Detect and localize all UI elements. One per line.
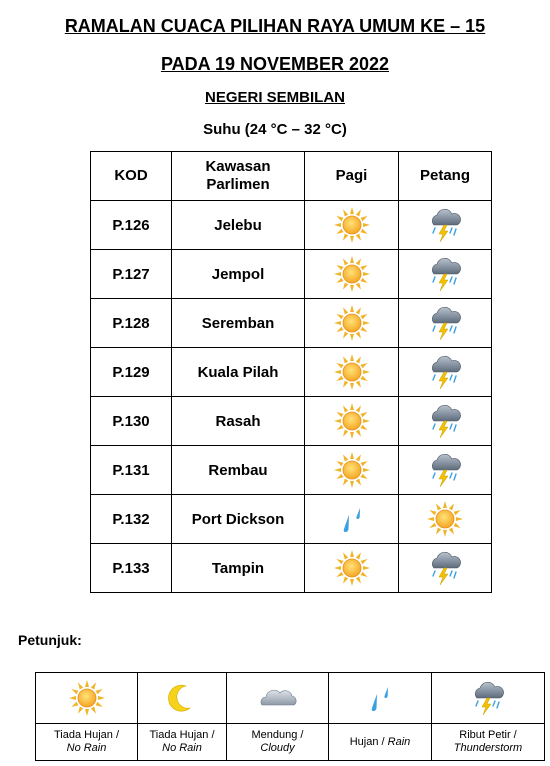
thunderstorm-icon: [425, 303, 465, 343]
legend-icon-row: [36, 673, 545, 724]
page-title: RAMALAN CUACA PILIHAN RAYA UMUM KE – 15: [64, 16, 486, 36]
row-kawasan: Tampin: [172, 544, 305, 593]
moon-icon: [162, 678, 202, 718]
rain-icon: [332, 499, 372, 539]
row-kod: P.133: [91, 544, 172, 593]
table-row: [91, 299, 492, 348]
sun-icon: [332, 401, 372, 441]
sun-icon: [332, 205, 372, 245]
legend-label-thunderstorm: Ribut Petir / Thunderstorm: [432, 724, 545, 761]
row-kod: P.132: [91, 495, 172, 544]
sun-icon: [332, 254, 372, 294]
row-kawasan: Rasah: [172, 397, 305, 446]
legend-label-row: [36, 724, 545, 761]
header-kawasan: [172, 152, 305, 201]
row-kawasan: Port Dickson: [172, 495, 305, 544]
page-subtitle-date: PADA 19 NOVEMBER 2022: [160, 54, 390, 74]
row-kod: P.128: [91, 299, 172, 348]
thunderstorm-icon: [425, 548, 465, 588]
legend-label-cloudy: Mendung / Cloudy: [227, 724, 329, 761]
cloud-icon: [258, 678, 298, 718]
thunderstorm-icon: [468, 678, 508, 718]
forecast-table: [90, 151, 492, 593]
row-kod: P.129: [91, 348, 172, 397]
table-row: [91, 495, 492, 544]
legend-label-rain: Hujan / Rain: [329, 724, 432, 761]
legend-label-no-rain-day: Tiada Hujan / No Rain: [36, 724, 138, 761]
sun-icon: [332, 303, 372, 343]
thunderstorm-icon: [425, 205, 465, 245]
table-row: [91, 348, 492, 397]
table-row: [91, 250, 492, 299]
temperature-range: Suhu (24 °C – 32 °C): [203, 121, 347, 138]
thunderstorm-icon: [425, 352, 465, 392]
table-row: [91, 397, 492, 446]
row-kawasan: Seremban: [172, 299, 305, 348]
thunderstorm-icon: [425, 401, 465, 441]
header-kawasan-line1: Kawasan: [205, 158, 271, 175]
header-petang: Petang: [399, 152, 492, 201]
sun-icon: [332, 548, 372, 588]
table-row: [91, 544, 492, 593]
table-header-row: [91, 152, 492, 201]
header-kod: KOD: [91, 152, 172, 201]
row-kod: P.127: [91, 250, 172, 299]
table-row: [91, 201, 492, 250]
legend-label-no-rain-night: Tiada Hujan / No Rain: [138, 724, 227, 761]
rain-icon: [360, 678, 400, 718]
row-kod: P.130: [91, 397, 172, 446]
sun-icon: [332, 450, 372, 490]
row-kawasan: Kuala Pilah: [172, 348, 305, 397]
sun-icon: [332, 352, 372, 392]
row-kawasan: Rembau: [172, 446, 305, 495]
header-kawasan-line2: Parlimen: [206, 176, 270, 193]
thunderstorm-icon: [425, 254, 465, 294]
row-kod: P.131: [91, 446, 172, 495]
sun-icon: [425, 499, 465, 539]
legend-title: Petunjuk:: [18, 632, 82, 648]
thunderstorm-icon: [425, 450, 465, 490]
row-kawasan: Jempol: [172, 250, 305, 299]
table-row: [91, 446, 492, 495]
row-kawasan: Jelebu: [172, 201, 305, 250]
row-kod: P.126: [91, 201, 172, 250]
sun-icon: [67, 678, 107, 718]
legend-table: [35, 672, 545, 761]
header-pagi: Pagi: [305, 152, 399, 201]
state-heading: NEGERI SEMBILAN: [204, 89, 345, 106]
